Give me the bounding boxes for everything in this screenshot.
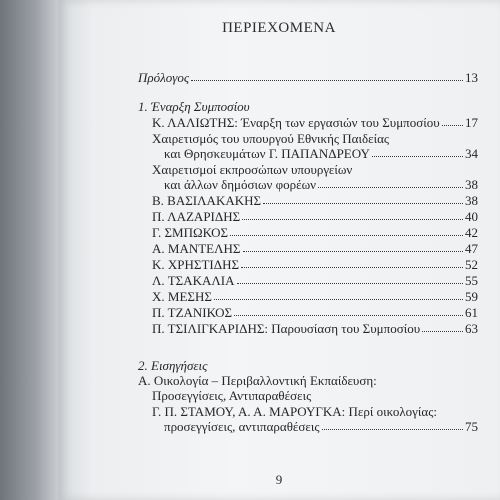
toc-entry-label: Χαιρετισμοί εκπροσώπων υπουργείων [152, 162, 353, 177]
toc-entry [138, 289, 478, 304]
dot-leader [214, 298, 463, 300]
toc-entry-label: Π. ΤΖΑΝΙΚΟΣ [152, 305, 233, 320]
page-title: ΠΕΡΙΕΧΟΜΕΝΑ [222, 20, 336, 36]
dot-leader [241, 266, 463, 268]
toc-page-number: 75 [465, 419, 478, 434]
toc-entry-label: και άλλων δημόσιων φορέων [164, 177, 317, 192]
section-2-entries [138, 404, 478, 434]
toc-entry-label: και Θρησκευμάτων Γ. ΠΑΠΑΝΔΡΕΟΥ [164, 146, 370, 161]
toc-entry [138, 305, 478, 320]
toc-entry [138, 404, 478, 434]
section-heading-1: 1. Έναρξη Συμποσίου [138, 99, 250, 114]
toc-page-number: 13 [465, 70, 478, 85]
toc-entry-prologue [138, 70, 478, 85]
toc-page-number: 38 [465, 177, 478, 192]
toc-entry-label: Κ. ΧΡΗΣΤΙΔΗΣ [152, 257, 240, 272]
table-of-contents [138, 70, 478, 434]
dot-leader [191, 79, 463, 81]
book-page [58, 0, 500, 500]
toc-entry [138, 209, 478, 224]
toc-page-number: 52 [465, 257, 478, 272]
dot-leader [372, 155, 463, 157]
toc-entry-label: Κ. ΛΑΛΙΩΤΗΣ: Έναρξη των εργασιών του Συμποσίου [152, 115, 440, 130]
toc-entry-label: Π. ΛΑΖΑΡΙΔΗΣ [152, 209, 241, 224]
toc-entry [138, 225, 478, 240]
adjacent-page-edge [0, 0, 58, 500]
dot-leader [237, 282, 463, 284]
toc-entry [138, 241, 478, 256]
toc-entry-label: Λ. ΤΣΑΚΑΛΙΑ [152, 273, 235, 288]
page-number: 9 [275, 472, 283, 487]
toc-entry [138, 115, 478, 130]
toc-entry-label: Χ. ΜΕΣΗΣ [152, 289, 212, 304]
toc-page-number: 55 [465, 273, 478, 288]
toc-page-number: 34 [465, 146, 478, 161]
toc-page-number: 38 [465, 193, 478, 208]
toc-page-number: 47 [465, 241, 478, 256]
dot-leader [263, 202, 463, 204]
dot-leader [243, 250, 464, 252]
subsection-heading-line: Α. Οικολογία – Περιβαλλοντική Εκπαίδευση: [138, 373, 377, 388]
dot-leader [230, 234, 463, 236]
toc-entry-label: Β. ΒΑΣΙΛΑΚΑΚΗΣ [152, 193, 262, 208]
toc-entry [138, 273, 478, 288]
dot-leader [242, 218, 463, 220]
toc-page-number: 59 [465, 289, 478, 304]
toc-entry [138, 257, 478, 272]
dot-leader [442, 124, 463, 126]
toc-entry-label: Α. ΜΑΝΤΕΛΗΣ [152, 241, 241, 256]
dot-leader [318, 186, 463, 188]
toc-entry [138, 162, 478, 192]
toc-entry [138, 131, 478, 161]
toc-entry-label: Πρόλογος [138, 70, 190, 85]
toc-page-number: 40 [465, 209, 478, 224]
toc-page-number: 63 [465, 321, 478, 336]
dot-leader [322, 428, 464, 430]
dot-leader [422, 330, 463, 332]
section-heading-2: 2. Εισηγήσεις [138, 358, 208, 373]
toc-entry-label: προσεγγίσεις, αντιπαραθέσεις [164, 419, 320, 434]
toc-entry-label: Γ. ΣΜΠΩΚΟΣ [152, 225, 229, 240]
dot-leader [234, 314, 463, 316]
toc-page-number: 61 [465, 305, 478, 320]
toc-entry-label: Χαιρετισμός του υπουργού Εθνικής Παιδείας [152, 131, 390, 146]
subsection-heading-line: Προσεγγίσεις, Αντιπαραθέσεις [152, 388, 312, 403]
toc-page-number: 17 [465, 115, 478, 130]
toc-page-number: 42 [465, 225, 478, 240]
toc-entry [138, 193, 478, 208]
toc-entry [138, 321, 478, 336]
toc-entry-label: Π. ΤΣΙΛΙΓΚΑΡΙΔΗΣ: Παρουσίαση του Συμποσίου [152, 321, 421, 336]
section-1-entries [138, 115, 478, 336]
toc-entry-label: Γ. Π. ΣΤΑΜΟΥ, Α. Α. ΜΑΡΟΥΓΚΑ: Περί οικολογίας: [152, 404, 437, 419]
